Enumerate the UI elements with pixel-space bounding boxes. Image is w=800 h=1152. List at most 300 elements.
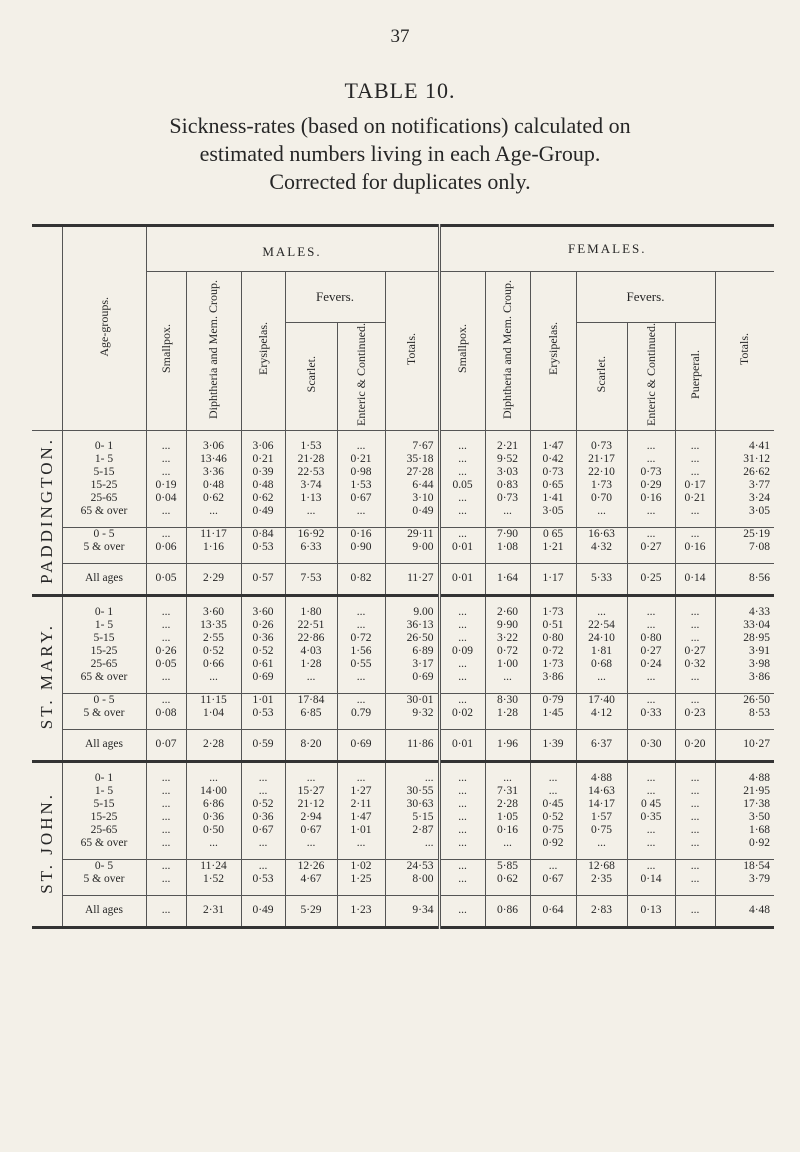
rate-cell: ... (146, 859, 186, 873)
age-group-row (32, 619, 774, 632)
rate-cell: ... (241, 837, 285, 850)
rate-cell: 28·95 (715, 632, 774, 645)
rate-cell: 0·39 (241, 466, 285, 479)
rate-cell: 4·88 (715, 772, 774, 785)
rate-cell: 0 65 (530, 527, 576, 541)
rate-cell: 3·60 (241, 606, 285, 619)
rate-cell: 0·16 (485, 824, 530, 837)
rate-cell: 9·00 (385, 541, 439, 554)
rate-cell: 0·50 (186, 824, 241, 837)
rate-cell: ... (146, 632, 186, 645)
rate-cell: 0·23 (675, 707, 715, 720)
rate-cell: 6·85 (285, 707, 337, 720)
rate-cell: ... (675, 466, 715, 479)
rate-cell: 0·49 (385, 505, 439, 518)
rate-cell: 1·45 (530, 707, 576, 720)
rate-cell: 0·72 (485, 645, 530, 658)
rate-cell: 3·74 (285, 479, 337, 492)
rate-cell: 21·12 (285, 798, 337, 811)
females-enteric-header: Enteric & Continued. (627, 323, 675, 431)
rate-cell: 1·04 (186, 707, 241, 720)
age-group-row (32, 440, 774, 453)
rate-cell: ... (146, 619, 186, 632)
rate-cell: ... (485, 505, 530, 518)
rate-cell: 0·67 (530, 873, 576, 886)
rate-cell: 0·67 (337, 492, 385, 505)
rate-cell: 3·06 (186, 440, 241, 453)
rate-cell: 8·00 (385, 873, 439, 886)
rate-cell: 0·79 (530, 693, 576, 707)
rate-cell: 22·10 (576, 466, 627, 479)
rate-cell: ... (439, 505, 485, 518)
age-group-cell: 1- 5 (94, 452, 114, 465)
rate-cell: ... (186, 772, 241, 785)
males-smallpox-header: Smallpox. (146, 272, 186, 431)
rate-cell: ... (285, 837, 337, 850)
rate-cell: 8·30 (485, 693, 530, 707)
rate-cell: ... (439, 785, 485, 798)
rate-cell: 3·36 (186, 466, 241, 479)
rate-cell: 0·57 (241, 563, 285, 595)
rate-cell: 1·52 (186, 873, 241, 886)
rate-cell: ... (439, 798, 485, 811)
rate-cell: ... (439, 466, 485, 479)
rate-cell: 26·50 (715, 693, 774, 707)
caption-line: estimated numbers living in each Age-Group. (199, 141, 601, 166)
rate-cell: 1·47 (530, 440, 576, 453)
males-scarlet-header: Scarlet. (285, 323, 337, 431)
rate-cell: 4·88 (576, 772, 627, 785)
rate-cell: 0·70 (576, 492, 627, 505)
age-group-cell: 0- 1 (94, 605, 114, 618)
rate-cell: 1·64 (485, 563, 530, 595)
rate-cell: 11·86 (385, 729, 439, 761)
rate-cell: 3·03 (485, 466, 530, 479)
rate-cell: 17·40 (576, 693, 627, 707)
district-name: ST. JOHN. (36, 791, 56, 894)
rate-cell: ... (627, 606, 675, 619)
rate-cell: 11·17 (186, 527, 241, 541)
rate-cell: 17·38 (715, 798, 774, 811)
rate-cell: 3·86 (530, 671, 576, 684)
rate-cell: ... (627, 440, 675, 453)
rate-cell: ... (627, 693, 675, 707)
age-group-row (32, 645, 774, 658)
rate-cell: 0.05 (439, 479, 485, 492)
rate-cell: 26·50 (385, 632, 439, 645)
rate-cell: 4·67 (285, 873, 337, 886)
rate-cell: ... (337, 619, 385, 632)
rate-cell: 22·86 (285, 632, 337, 645)
rate-cell: 2·11 (337, 798, 385, 811)
age-group-row (32, 492, 774, 505)
rate-cell: 15·27 (285, 785, 337, 798)
rate-cell: 2·28 (485, 798, 530, 811)
rate-cell: 0·26 (241, 619, 285, 632)
rate-cell: 9·52 (485, 453, 530, 466)
rate-cell: 2·94 (285, 811, 337, 824)
rate-cell: 1·08 (485, 541, 530, 554)
age-group-cell: 0- 1 (94, 439, 114, 452)
rate-cell: 0·52 (186, 645, 241, 658)
rate-cell: ... (675, 785, 715, 798)
rate-cell: ... (439, 632, 485, 645)
rate-cell: ... (337, 440, 385, 453)
age-group-cell: 5 & over (83, 872, 125, 885)
rate-cell: 5·33 (576, 563, 627, 595)
rate-cell: 1·17 (530, 563, 576, 595)
rate-cell: 0·49 (241, 895, 285, 927)
rate-cell: 1·01 (337, 824, 385, 837)
females-totals-header: Totals. (715, 272, 774, 431)
rate-cell: ... (439, 824, 485, 837)
rate-cell: 0·69 (385, 671, 439, 684)
district-name: ST. MARY. (36, 623, 56, 730)
rate-cell: ... (439, 658, 485, 671)
rate-cell: 24·53 (385, 859, 439, 873)
subtotal-row (32, 693, 774, 707)
age-group-cell: 65 & over (80, 836, 128, 849)
rate-cell: 3·17 (385, 658, 439, 671)
rate-cell: 0·62 (241, 492, 285, 505)
rate-cell: 22·54 (576, 619, 627, 632)
rate-cell: 0·59 (241, 729, 285, 761)
rate-cell: 0·27 (627, 541, 675, 554)
rate-cell: 0·73 (576, 440, 627, 453)
rate-cell: ... (675, 772, 715, 785)
rate-cell: ... (675, 873, 715, 886)
rate-cell: 2·35 (576, 873, 627, 886)
rate-cell: ... (146, 440, 186, 453)
rate-cell: ... (285, 505, 337, 518)
age-group-cell: 65 & over (80, 504, 128, 517)
rate-cell: ... (675, 693, 715, 707)
rate-cell: 11·27 (385, 563, 439, 595)
age-group-row (32, 453, 774, 466)
rate-cell: 1·81 (576, 645, 627, 658)
rate-cell: 0·14 (627, 873, 675, 886)
males-header: MALES. (146, 226, 439, 272)
rate-cell: 9·34 (385, 895, 439, 927)
rate-cell: ... (627, 859, 675, 873)
rate-cell: 0·72 (530, 645, 576, 658)
rate-cell: 4·41 (715, 440, 774, 453)
all-ages-row (32, 563, 774, 595)
males-enteric-header: Enteric & Continued. (337, 323, 385, 431)
age-group-row (32, 658, 774, 671)
rate-cell: ... (627, 453, 675, 466)
rate-cell: ... (146, 772, 186, 785)
rate-cell: 4·32 (576, 541, 627, 554)
age-group-cell: 0 - 5 (62, 527, 146, 541)
rate-cell: 1·53 (285, 440, 337, 453)
rate-cell: 4·03 (285, 645, 337, 658)
rate-cell: 0·21 (241, 453, 285, 466)
rate-cell: 0·62 (186, 492, 241, 505)
rate-cell: 6·37 (576, 729, 627, 761)
males-fevers-header: Fevers. (285, 272, 385, 323)
females-header: FEMALES. (439, 226, 774, 272)
age-group-row (32, 837, 774, 850)
rate-cell: ... (337, 837, 385, 850)
rate-cell: ... (675, 798, 715, 811)
age-group-cell: 5 & over (83, 706, 125, 719)
rate-cell: 3·10 (385, 492, 439, 505)
rate-cell: 0·92 (530, 837, 576, 850)
rate-cell: ... (675, 527, 715, 541)
caption-line: Sickness-rates (based on notifications) calculated on (169, 113, 631, 138)
rate-cell: 30·63 (385, 798, 439, 811)
rate-cell: 1·96 (485, 729, 530, 761)
rate-cell: 12·68 (576, 859, 627, 873)
table-caption (0, 112, 800, 196)
rate-cell: 1·56 (337, 645, 385, 658)
age-group-cell: 15-25 (90, 478, 118, 491)
rate-cell: 0·29 (627, 479, 675, 492)
age-group-row (32, 798, 774, 811)
rate-cell: 0·21 (675, 492, 715, 505)
rate-cell: 0·90 (337, 541, 385, 554)
rate-cell: ... (675, 505, 715, 518)
rate-cell: ... (146, 527, 186, 541)
rate-cell: ... (241, 859, 285, 873)
rate-cell: ... (675, 606, 715, 619)
age-group-cell: 5-15 (93, 797, 115, 810)
rate-cell: 0·84 (241, 527, 285, 541)
rate-cell: 0·66 (186, 658, 241, 671)
rate-cell: 21·95 (715, 785, 774, 798)
rate-cell: 2·55 (186, 632, 241, 645)
rate-cell: 3·06 (241, 440, 285, 453)
rate-cell: ... (627, 671, 675, 684)
age-group-cell: 5-15 (93, 465, 115, 478)
rate-cell: ... (146, 606, 186, 619)
females-erysipelas-header: Erysipelas. (530, 272, 576, 431)
age-group-cell: All ages (62, 563, 146, 595)
rate-cell: ... (241, 772, 285, 785)
rate-cell: ... (337, 606, 385, 619)
rate-cell: 0·26 (146, 645, 186, 658)
rate-cell: 0·64 (530, 895, 576, 927)
rate-cell: 4·48 (715, 895, 774, 927)
rate-cell: 3·22 (485, 632, 530, 645)
rate-cell: ... (146, 671, 186, 684)
rate-cell: 0·68 (576, 658, 627, 671)
rate-cell: ... (530, 772, 576, 785)
age-group-row (32, 505, 774, 518)
rate-cell: ... (627, 619, 675, 632)
rate-cell: 0·53 (241, 707, 285, 720)
age-group-cell: 25-65 (90, 491, 118, 504)
rate-cell: ... (576, 606, 627, 619)
rate-cell: 0·65 (530, 479, 576, 492)
rate-cell: 1·01 (241, 693, 285, 707)
rate-cell: 2·83 (576, 895, 627, 927)
females-fevers-header: Fevers. (576, 272, 715, 323)
rate-cell: 0·25 (627, 563, 675, 595)
rate-cell: ... (146, 873, 186, 886)
rate-cell: 14·63 (576, 785, 627, 798)
rate-cell: ... (337, 671, 385, 684)
rate-cell: 16·63 (576, 527, 627, 541)
age-group-row (32, 632, 774, 645)
rate-cell: ... (385, 837, 439, 850)
rate-cell: 0·92 (715, 837, 774, 850)
rate-cell: 0·82 (337, 563, 385, 595)
rate-cell: ... (439, 772, 485, 785)
rate-cell: ... (146, 505, 186, 518)
rate-cell: ... (675, 440, 715, 453)
rate-cell: 6·33 (285, 541, 337, 554)
rate-cell: ... (485, 671, 530, 684)
rate-cell: 0·16 (627, 492, 675, 505)
rate-cell: ... (285, 671, 337, 684)
females-puerperal-header: Puerperal. (675, 323, 715, 431)
rate-cell: ... (439, 693, 485, 707)
rate-cell: 0·01 (439, 541, 485, 554)
rate-cell: ... (186, 837, 241, 850)
age-group-cell: 1- 5 (94, 784, 114, 797)
rate-cell: 31·12 (715, 453, 774, 466)
rate-cell: 1·25 (337, 873, 385, 886)
rate-cell: 0·04 (146, 492, 186, 505)
rate-cell: ... (337, 772, 385, 785)
rate-cell: 17·84 (285, 693, 337, 707)
rate-cell: 4·12 (576, 707, 627, 720)
rate-cell: 0·55 (337, 658, 385, 671)
rate-cell: 0·05 (146, 563, 186, 595)
rate-cell: ... (530, 785, 576, 798)
age-group-cell: 5-15 (93, 631, 115, 644)
rate-cell: ... (385, 772, 439, 785)
rate-cell: ... (675, 811, 715, 824)
rate-cell: 0·72 (337, 632, 385, 645)
rate-cell: 0·36 (186, 811, 241, 824)
rate-cell: 0·52 (241, 645, 285, 658)
rate-cell: 0 45 (627, 798, 675, 811)
all-ages-row (32, 729, 774, 761)
rate-cell: 0·30 (627, 729, 675, 761)
rate-cell: 1·80 (285, 606, 337, 619)
rate-cell: ... (675, 619, 715, 632)
district-label (32, 430, 62, 595)
rate-cell: ... (485, 837, 530, 850)
rate-cell: 0·48 (241, 479, 285, 492)
rate-cell: 0·07 (146, 729, 186, 761)
rate-cell: 1·57 (576, 811, 627, 824)
rate-cell: ... (146, 693, 186, 707)
rate-cell: 0·32 (675, 658, 715, 671)
rate-cell: ... (337, 693, 385, 707)
rate-cell: 13·46 (186, 453, 241, 466)
rate-cell: 0·35 (627, 811, 675, 824)
rate-cell: 14·00 (186, 785, 241, 798)
rate-cell: ... (627, 785, 675, 798)
age-group-row (32, 772, 774, 785)
rate-cell: 0·73 (485, 492, 530, 505)
rate-cell: ... (675, 453, 715, 466)
rate-cell: ... (439, 492, 485, 505)
rate-cell: ... (146, 466, 186, 479)
rate-cell: ... (146, 824, 186, 837)
rate-cell: ... (675, 895, 715, 927)
rate-cell: 0·69 (241, 671, 285, 684)
rate-cell: 6·44 (385, 479, 439, 492)
rate-cell: ... (530, 859, 576, 873)
rate-cell: 29·11 (385, 527, 439, 541)
rate-cell: ... (439, 873, 485, 886)
rate-cell: 0·86 (485, 895, 530, 927)
rate-cell: ... (241, 785, 285, 798)
rate-cell: 7·90 (485, 527, 530, 541)
rate-cell: 2·28 (186, 729, 241, 761)
rate-cell: 0·73 (530, 466, 576, 479)
rate-cell: 3·79 (715, 873, 774, 886)
table-header (32, 226, 774, 431)
rate-cell: 21·17 (576, 453, 627, 466)
age-group-cell: 0- 5 (62, 859, 146, 873)
rate-cell: 3·77 (715, 479, 774, 492)
rate-cell: 6·89 (385, 645, 439, 658)
rate-cell: ... (146, 811, 186, 824)
rate-cell: 21·28 (285, 453, 337, 466)
rate-cell: 0·14 (675, 563, 715, 595)
rate-cell: ... (439, 440, 485, 453)
males-diphtheria-header: Diphtheria and Mem. Croup. (186, 272, 241, 431)
rate-cell: 0·08 (146, 707, 186, 720)
rate-cell: 0·01 (439, 729, 485, 761)
rate-cell: 3·60 (186, 606, 241, 619)
rate-cell: 0·83 (485, 479, 530, 492)
rate-cell: 0·05 (146, 658, 186, 671)
rate-cell: 0·75 (530, 824, 576, 837)
rate-cell: 0·73 (627, 466, 675, 479)
females-scarlet-header: Scarlet. (576, 323, 627, 431)
rate-cell: 0.79 (337, 707, 385, 720)
rate-cell: 1·73 (530, 658, 576, 671)
rate-cell: ... (439, 606, 485, 619)
rate-cell: 0·19 (146, 479, 186, 492)
rate-cell: ... (146, 895, 186, 927)
rate-cell: 11·15 (186, 693, 241, 707)
rate-cell: 0·36 (241, 632, 285, 645)
rate-cell: ... (337, 505, 385, 518)
rate-cell: 0·75 (576, 824, 627, 837)
rate-cell: 9·32 (385, 707, 439, 720)
rate-cell: ... (627, 505, 675, 518)
rate-cell: 1·39 (530, 729, 576, 761)
rate-cell: 0·06 (146, 541, 186, 554)
rate-cell: 0·51 (530, 619, 576, 632)
rate-cell: 5·29 (285, 895, 337, 927)
rate-cell: 0·80 (530, 632, 576, 645)
rate-cell: 0·27 (627, 645, 675, 658)
rate-cell: 1·00 (485, 658, 530, 671)
age-group-cell: 0 - 5 (62, 693, 146, 707)
rate-cell: ... (439, 671, 485, 684)
rate-cell: 0·53 (241, 873, 285, 886)
district-name: PADDINGTON. (36, 437, 56, 584)
rate-cell: 0·67 (285, 824, 337, 837)
rate-cell: 30·01 (385, 693, 439, 707)
rate-cell: ... (186, 671, 241, 684)
rate-cell: 2·60 (485, 606, 530, 619)
age-group-cell: 1- 5 (94, 618, 114, 631)
rate-cell: ... (627, 837, 675, 850)
rate-cell: ... (439, 527, 485, 541)
males-totals-header: Totals. (385, 272, 439, 431)
subtotal-row (32, 873, 774, 886)
